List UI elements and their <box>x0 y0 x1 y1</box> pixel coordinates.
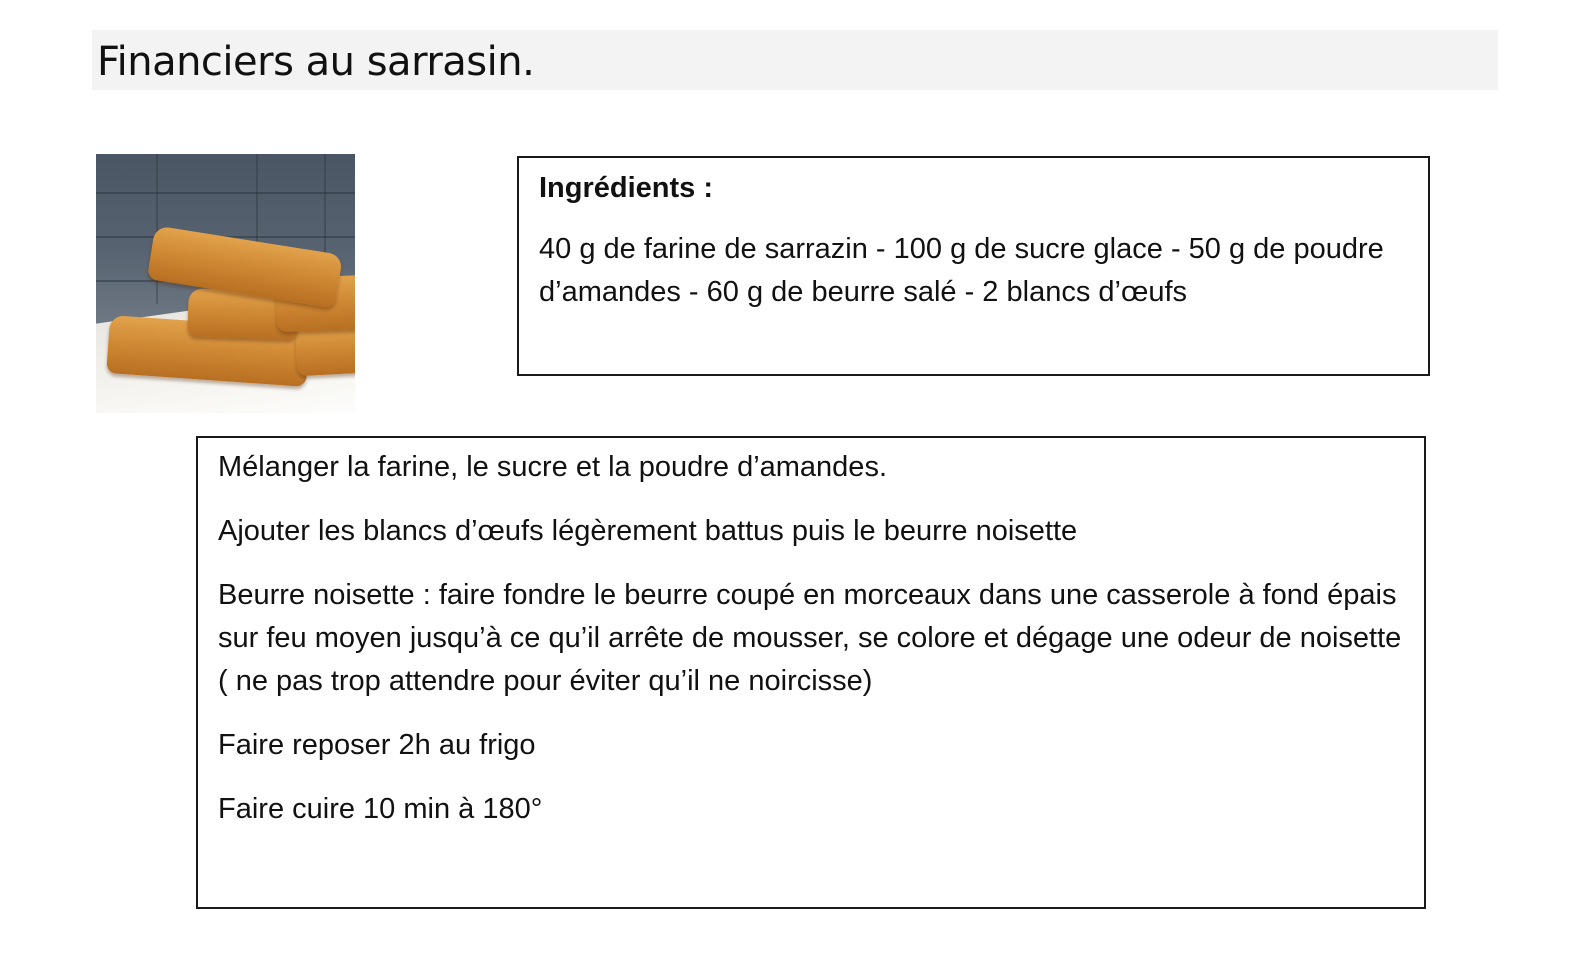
instruction-step: Ajouter les blancs d’œufs légèrement battus puis le beurre noisette <box>218 515 1078 547</box>
page-title: Financiers au sarrasin. <box>97 39 535 85</box>
ingredients-list: 40 g de farine de sarrazin - 100 g de sucre glace - 50 g de poudre d’amandes - 60 g de beurre salé - 2 blancs d’œufs <box>539 233 1384 308</box>
wall-tile-line <box>96 192 355 194</box>
instruction-step: Mélanger la farine, le sucre et la poudre d’amandes. <box>218 451 887 483</box>
instructions-box <box>196 436 1426 909</box>
ingredients-box <box>517 156 1430 376</box>
financiers-photo <box>96 154 355 413</box>
wall-tile-joint <box>156 154 158 304</box>
instruction-step: Beurre noisette : faire fondre le beurre coupé en morceaux dans une casserole à fond épais sur feu moyen jusqu’à ce qu’il arrête de mousser, se colore et dégage une odeur de noisette ( ne pas trop attendre pour éviter qu’il ne noircisse) <box>218 579 1402 697</box>
instruction-step: Faire reposer 2h au frigo <box>218 729 536 761</box>
ingredients-heading: Ingrédients : <box>539 172 714 204</box>
instruction-step: Faire cuire 10 min à 180° <box>218 793 543 825</box>
title-bar <box>92 30 1498 90</box>
